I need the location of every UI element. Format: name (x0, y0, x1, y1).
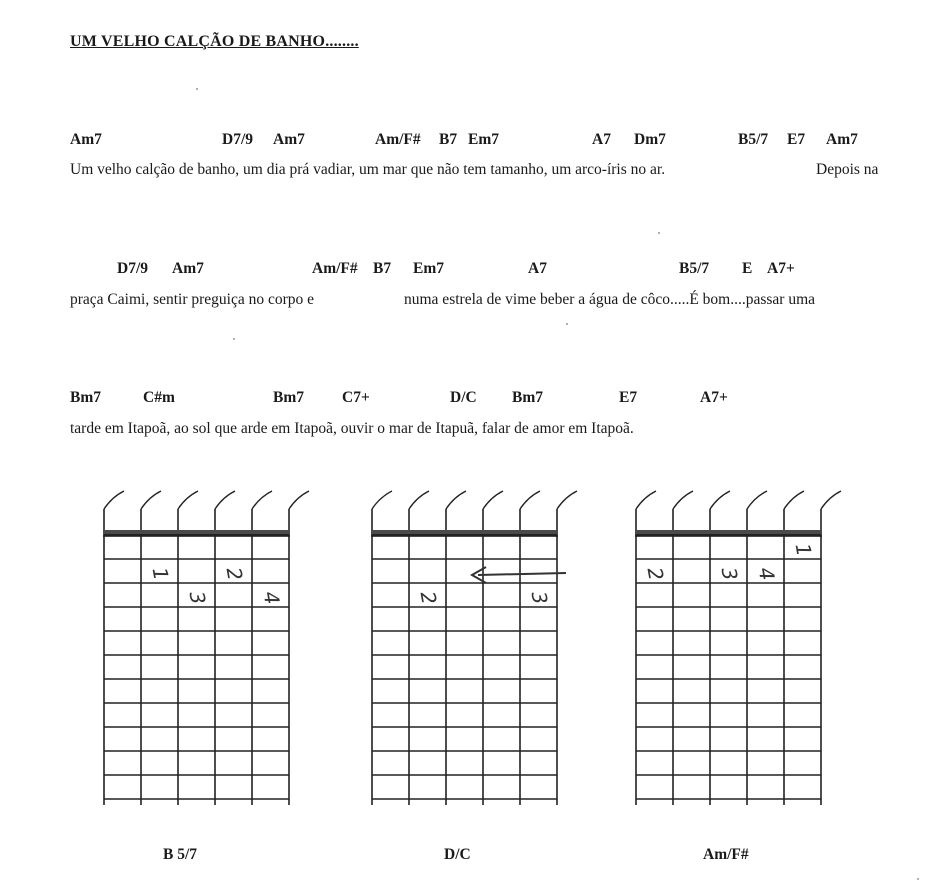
scan-speck (196, 88, 198, 90)
chord: D7/9 (222, 131, 253, 148)
string-curl (372, 491, 392, 509)
chord: E7 (787, 131, 806, 148)
finger-number: 3 (716, 565, 743, 583)
chord: B7 (439, 131, 458, 148)
scan-speck (233, 338, 235, 340)
chord: Em7 (413, 260, 444, 277)
string-curl (104, 491, 124, 509)
scan-speck (566, 323, 568, 325)
string-curl (178, 491, 198, 509)
chord: Am/F# (375, 131, 421, 148)
finger-number: 3 (184, 589, 211, 607)
chord: C7+ (342, 389, 370, 406)
string-curl (557, 491, 577, 509)
scan-speck (917, 878, 919, 880)
chord: Dm7 (634, 131, 666, 148)
barre-arrow-line (478, 573, 566, 575)
diagram-label-dc: D/C (444, 846, 471, 863)
string-curl (141, 491, 161, 509)
string-curl (409, 491, 429, 509)
chord: C#m (143, 389, 175, 406)
finger-number: 2 (221, 565, 248, 583)
chord: Bm7 (273, 389, 304, 406)
chord-diagram-dc (368, 485, 568, 820)
chord: A7+ (700, 389, 728, 406)
string-curl (636, 491, 656, 509)
string-curl (821, 491, 841, 509)
string-curl (710, 491, 730, 509)
chord: E7 (619, 389, 638, 406)
chord: B5/7 (738, 131, 769, 148)
chord: A7 (528, 260, 547, 277)
chord: Am/F# (312, 260, 358, 277)
finger-number: 4 (258, 589, 285, 607)
finger-number: 2 (415, 589, 442, 607)
chord: Am7 (70, 131, 102, 148)
chord: D/C (450, 389, 477, 406)
lyric-text: Depois na (816, 161, 879, 178)
string-curl (747, 491, 767, 509)
song-title: UM VELHO CALÇÃO DE BANHO........ (70, 33, 359, 50)
lyric-text: Um velho calção de banho, um dia prá vadiar, um mar que não tem tamanho, um arco-íris no ar. (70, 161, 666, 178)
finger-number: 4 (753, 565, 780, 583)
lyric-text: numa estrela de vime beber a água de côco.....É bom....passar uma (404, 291, 816, 308)
lyric-text: tarde em Itapoã, ao sol que arde em Itapoã, ouvir o mar de Itapuã, falar de amor em Itapoã. (70, 420, 634, 437)
finger-number: 3 (526, 589, 553, 607)
string-curl (252, 491, 272, 509)
chord: Am7 (273, 131, 305, 148)
string-curl (520, 491, 540, 509)
string-curl (289, 491, 309, 509)
chord: Bm7 (512, 389, 543, 406)
chord: Em7 (468, 131, 499, 148)
chord: Am7 (826, 131, 858, 148)
chord: Am7 (172, 260, 204, 277)
diagram-label-amfsharp: Am/F# (703, 846, 749, 863)
finger-number: 2 (642, 565, 669, 583)
string-curl (483, 491, 503, 509)
scan-speck (658, 232, 660, 234)
chord: B7 (373, 260, 392, 277)
string-curl (215, 491, 235, 509)
finger-number: 1 (147, 565, 174, 583)
chord: E (742, 260, 753, 277)
chord-diagram-b57 (100, 485, 300, 820)
string-curl (784, 491, 804, 509)
chord: D7/9 (117, 260, 148, 277)
diagram-label-b57: B 5/7 (163, 846, 198, 863)
chord: Bm7 (70, 389, 101, 406)
lyric-text: praça Caimi, sentir preguiça no corpo e (70, 291, 315, 308)
string-curl (446, 491, 466, 509)
finger-number: 1 (790, 541, 817, 559)
chord: B5/7 (679, 260, 710, 277)
string-curl (673, 491, 693, 509)
chord: A7+ (767, 260, 795, 277)
chord: A7 (592, 131, 611, 148)
chord-diagram-amfsharp (632, 485, 832, 820)
